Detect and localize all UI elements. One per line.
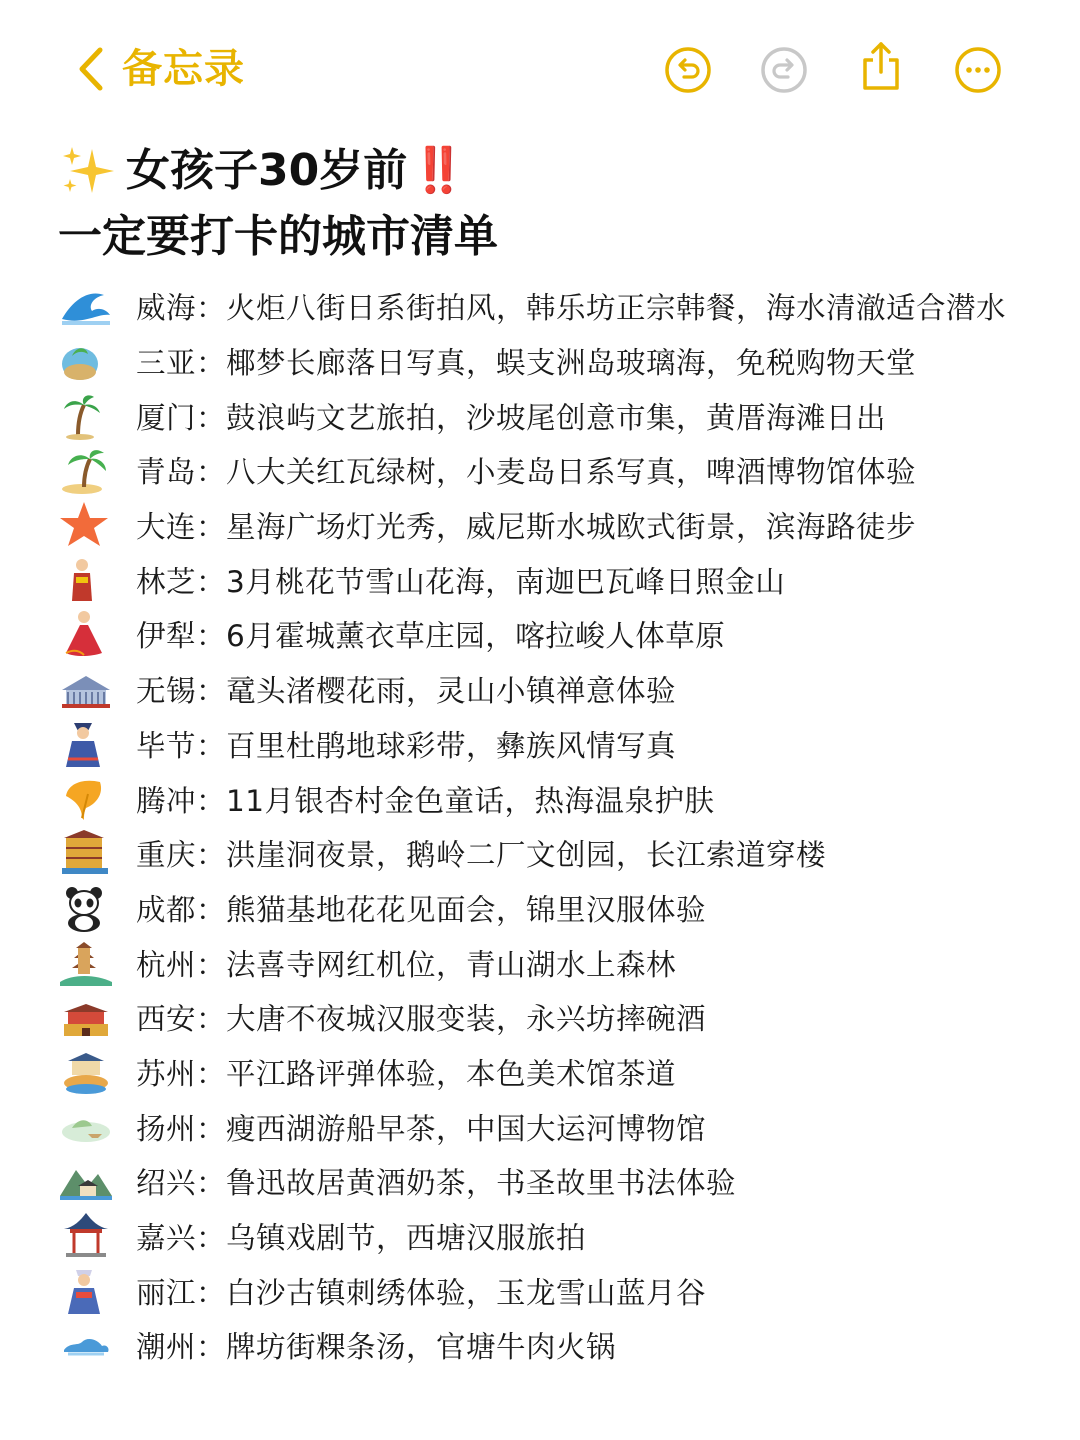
ginkgo-leaf-icon bbox=[58, 774, 114, 824]
city-description: 八大关红瓦绿树，小麦岛日系写真，啤酒博物馆体验 bbox=[226, 455, 917, 490]
title-text-1: 女孩子30岁前 bbox=[126, 145, 408, 196]
share-icon bbox=[855, 40, 907, 92]
list-item[interactable] bbox=[58, 990, 1068, 1045]
back-label: 备忘录 bbox=[122, 46, 245, 92]
back-button[interactable] bbox=[72, 44, 245, 94]
redo-icon bbox=[758, 44, 810, 96]
city-description: 鼋头渚樱花雨，灵山小镇禅意体验 bbox=[226, 674, 677, 709]
list-item[interactable] bbox=[58, 881, 1068, 936]
city-name: 青岛： bbox=[136, 455, 227, 490]
city-name: 苏州： bbox=[136, 1056, 227, 1091]
panda-icon bbox=[58, 883, 114, 933]
city-list bbox=[58, 279, 1068, 1373]
list-item[interactable] bbox=[58, 498, 1068, 553]
city-gate-icon bbox=[58, 992, 114, 1042]
pagoda-icon bbox=[58, 938, 114, 988]
temple-icon bbox=[58, 664, 114, 714]
beach-palm-icon bbox=[58, 445, 114, 495]
starfish-icon bbox=[58, 500, 114, 550]
city-description: 乌镇戏剧节，西塘汉服旅拍 bbox=[226, 1221, 587, 1256]
title-line-1 bbox=[58, 138, 1058, 204]
city-description: 洪崖洞夜景，鹅岭二厂文创园，长江索道穿楼 bbox=[226, 838, 827, 873]
title-line-2: 一定要打卡的城市清单 bbox=[58, 211, 498, 262]
city-name: 丽江： bbox=[136, 1275, 227, 1310]
city-name: 杭州： bbox=[136, 947, 227, 982]
list-item[interactable] bbox=[58, 717, 1068, 772]
city-description: 白沙古镇刺绣体验，玉龙雪山蓝月谷 bbox=[226, 1275, 707, 1310]
navigation-bar bbox=[0, 0, 1080, 130]
city-description: 6月霍城薰衣草庄园，喀拉峻人体草原 bbox=[226, 619, 726, 654]
city-description: 熊猫基地花花见面会，锦里汉服体验 bbox=[226, 892, 707, 927]
city-description: 百里杜鹃地球彩带，彝族风情写真 bbox=[226, 728, 677, 763]
dancer-icon bbox=[58, 609, 114, 659]
city-description: 11月银杏村金色童话，热海温泉护肤 bbox=[226, 783, 715, 818]
city-name: 威海： bbox=[136, 291, 227, 326]
city-name: 大连： bbox=[136, 510, 227, 545]
list-item[interactable] bbox=[58, 771, 1068, 826]
city-name: 扬州： bbox=[136, 1111, 227, 1146]
wave-icon bbox=[58, 281, 114, 331]
garden-icon bbox=[58, 1047, 114, 1097]
city-description: 瘦西湖游船早茶，中国大运河博物馆 bbox=[226, 1111, 707, 1146]
pavilion-icon bbox=[58, 1211, 114, 1261]
ethnic-girl-icon bbox=[58, 719, 114, 769]
palm-tree-icon bbox=[58, 391, 114, 441]
list-item[interactable] bbox=[58, 1263, 1068, 1318]
undo-icon bbox=[662, 44, 714, 96]
cloud-wave-icon bbox=[58, 1320, 114, 1370]
sparkles-icon bbox=[58, 141, 118, 201]
more-button[interactable] bbox=[952, 44, 1004, 96]
city-name: 潮州： bbox=[136, 1330, 227, 1365]
list-item[interactable] bbox=[58, 552, 1068, 607]
city-description: 椰梦长廊落日写真，蜈支洲岛玻璃海，免税购物天堂 bbox=[226, 346, 917, 381]
list-item[interactable] bbox=[58, 388, 1068, 443]
city-name: 三亚： bbox=[136, 346, 227, 381]
list-item[interactable] bbox=[58, 1154, 1068, 1209]
city-description: 火炬八街日系街拍风，韩乐坊正宗韩餐，海水清澈适合潜水 bbox=[226, 291, 1007, 326]
redo-button[interactable] bbox=[758, 44, 810, 96]
island-icon bbox=[58, 336, 114, 386]
city-description: 3月桃花节雪山花海，南迦巴瓦峰日照金山 bbox=[226, 564, 786, 599]
naxi-girl-icon bbox=[58, 1266, 114, 1316]
city-name: 嘉兴： bbox=[136, 1221, 227, 1256]
city-description: 牌坊街粿条汤，官塘牛肉火锅 bbox=[226, 1330, 617, 1365]
list-item[interactable] bbox=[58, 662, 1068, 717]
city-description: 鼓浪屿文艺旅拍，沙坡尾创意市集，黄厝海滩日出 bbox=[226, 400, 887, 435]
city-description: 星海广场灯光秀，威尼斯水城欧式街景，滨海路徒步 bbox=[226, 510, 917, 545]
city-name: 厦门： bbox=[136, 400, 227, 435]
chevron-left-icon bbox=[72, 44, 112, 94]
share-button[interactable] bbox=[855, 40, 907, 92]
city-name: 无锡： bbox=[136, 674, 227, 709]
double-exclamation-icon: ‼️ bbox=[411, 145, 467, 196]
hongyadong-icon bbox=[58, 828, 114, 878]
city-description: 大唐不夜城汉服变装，永兴坊摔碗酒 bbox=[226, 1002, 707, 1037]
city-description: 鲁迅故居黄酒奶茶，书圣故里书法体验 bbox=[226, 1166, 737, 1201]
list-item[interactable] bbox=[58, 935, 1068, 990]
city-name: 西安： bbox=[136, 1002, 227, 1037]
more-icon bbox=[952, 44, 1004, 96]
note-title bbox=[58, 138, 1058, 270]
list-item[interactable] bbox=[58, 334, 1068, 389]
tibetan-girl-icon bbox=[58, 555, 114, 605]
city-name: 绍兴： bbox=[136, 1166, 227, 1201]
city-description: 平江路评弹体验，本色美术馆茶道 bbox=[226, 1056, 677, 1091]
list-item[interactable] bbox=[58, 1209, 1068, 1264]
city-name: 毕节： bbox=[136, 728, 227, 763]
city-name: 腾冲： bbox=[136, 783, 227, 818]
city-name: 重庆： bbox=[136, 838, 227, 873]
city-name: 成都： bbox=[136, 892, 227, 927]
list-item[interactable] bbox=[58, 1318, 1068, 1373]
mountain-town-icon bbox=[58, 1156, 114, 1206]
lake-boat-icon bbox=[58, 1102, 114, 1152]
list-item[interactable] bbox=[58, 826, 1068, 881]
list-item[interactable] bbox=[58, 279, 1068, 334]
list-item[interactable] bbox=[58, 607, 1068, 662]
list-item[interactable] bbox=[58, 1045, 1068, 1100]
city-name: 林芝： bbox=[136, 564, 227, 599]
list-item[interactable] bbox=[58, 443, 1068, 498]
list-item[interactable] bbox=[58, 1099, 1068, 1154]
city-name: 伊犁： bbox=[136, 619, 227, 654]
undo-button[interactable] bbox=[662, 44, 714, 96]
city-description: 法喜寺网红机位，青山湖水上森林 bbox=[226, 947, 677, 982]
